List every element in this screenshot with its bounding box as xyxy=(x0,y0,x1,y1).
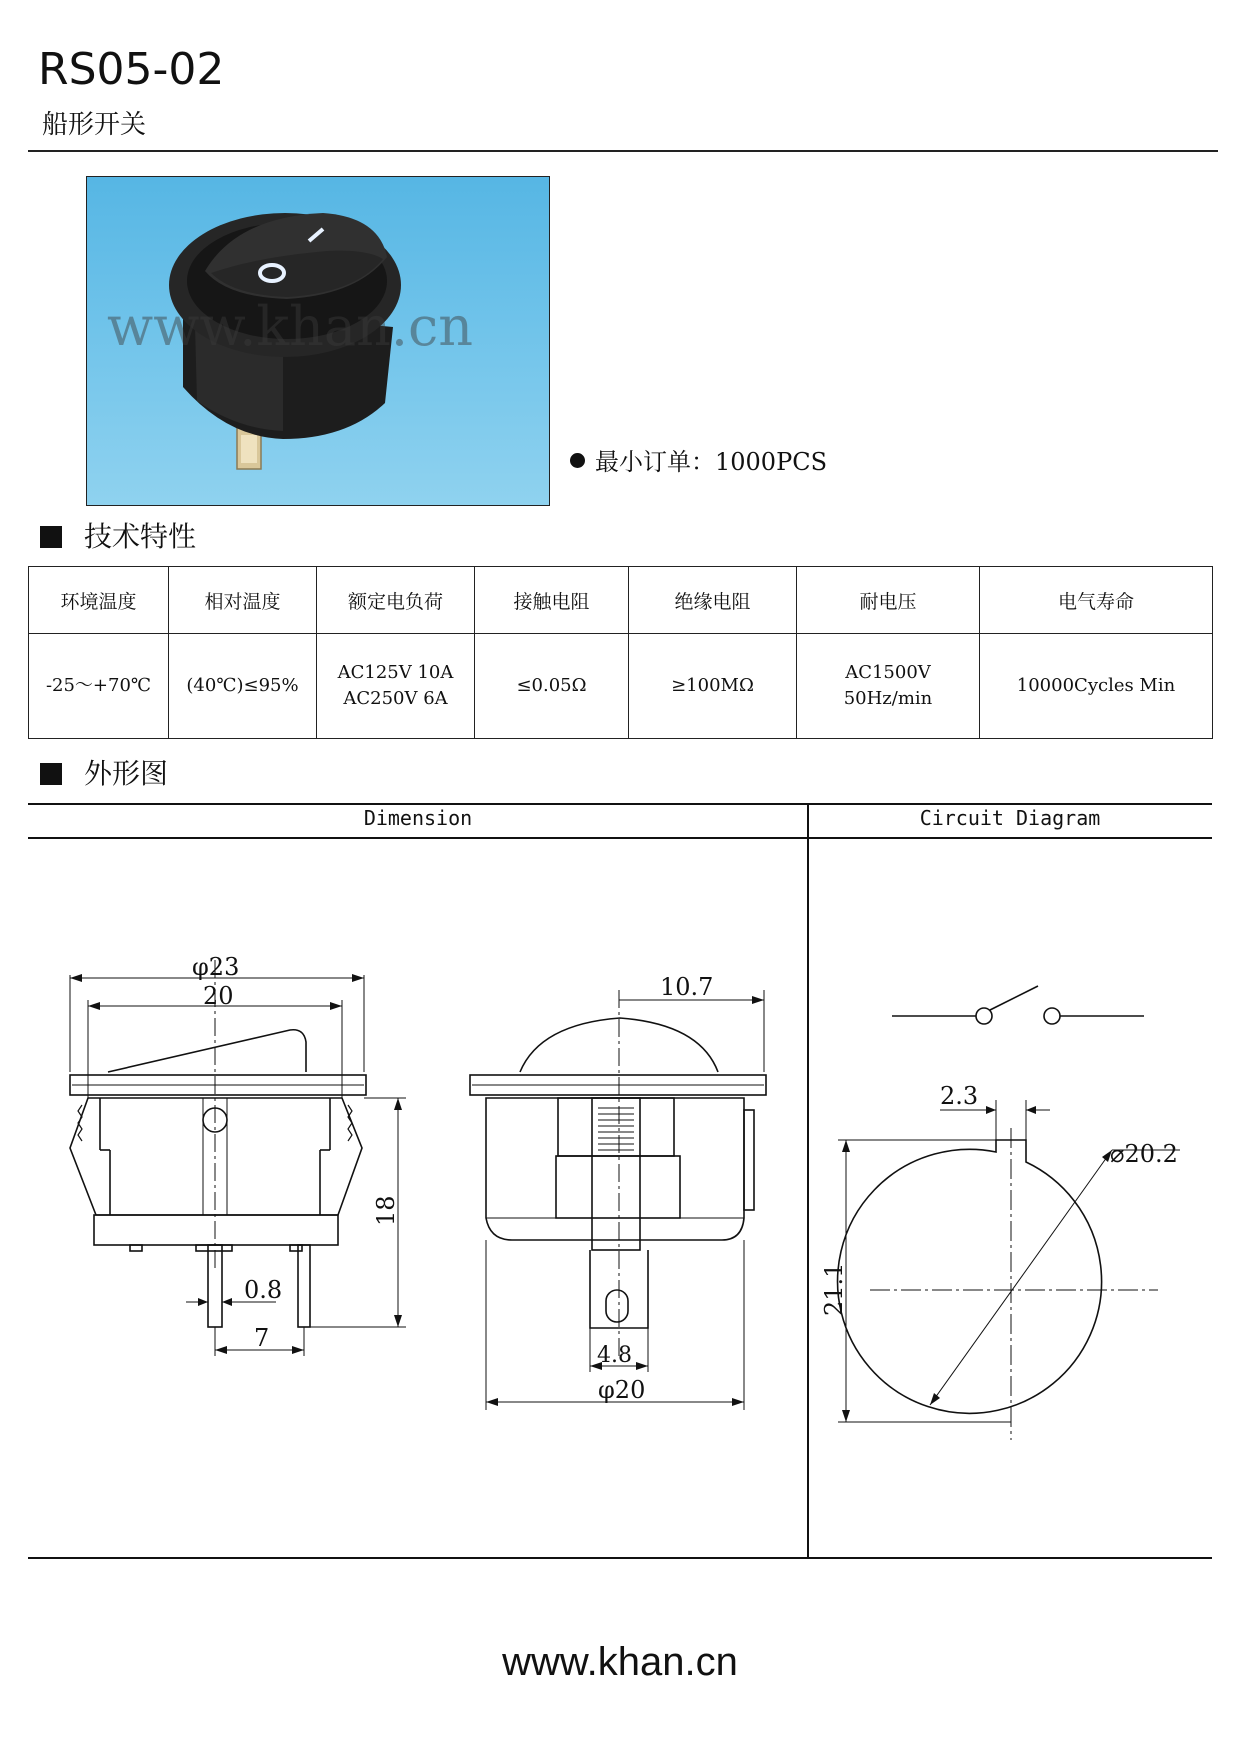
header-cell: 相对温度 xyxy=(169,567,317,634)
section-tech xyxy=(40,515,196,555)
value-cell xyxy=(169,634,317,739)
dim-panel-dia: ⌀20.2 xyxy=(1110,1140,1178,1168)
dim-width-20: 20 xyxy=(203,982,234,1010)
value-cell xyxy=(629,634,797,739)
value-line: 10000Cycles Min xyxy=(1016,675,1176,696)
value-line: ≥100MΩ xyxy=(671,675,754,696)
value-line: AC125V 10A xyxy=(337,662,454,683)
value-line: (40℃)≤95% xyxy=(186,675,299,696)
dim-height-18: 18 xyxy=(372,1195,400,1226)
product-subtitle: 船形开关 xyxy=(42,110,147,140)
spec-header-row xyxy=(29,567,1213,634)
header-cell: 电气寿命 xyxy=(980,567,1213,634)
value-line: 50Hz/min xyxy=(843,688,933,709)
dim-pin-width: 4.8 xyxy=(597,1343,632,1368)
dim-outer-dia: φ23 xyxy=(192,953,240,981)
dim-key-width: 2.3 xyxy=(940,1082,979,1110)
value-cell xyxy=(317,634,475,739)
header-cell: 绝缘电阻 xyxy=(629,567,797,634)
bullet-icon xyxy=(570,453,585,468)
outline-drawing xyxy=(28,802,1212,1560)
spec-value-row xyxy=(29,634,1213,739)
photo-watermark: www.khan.cn xyxy=(107,295,474,358)
square-bullet-icon xyxy=(40,763,62,785)
min-order-text: 最小订单：1000PCS xyxy=(595,448,828,476)
dim-depth: 10.7 xyxy=(660,973,714,1001)
spec-table xyxy=(28,566,1213,739)
section-outline-title: 外形图 xyxy=(84,757,169,790)
value-cell xyxy=(797,634,980,739)
rocker-switch-image xyxy=(87,177,549,505)
header-divider xyxy=(28,150,1218,152)
dimension-title: Dimension xyxy=(363,806,473,830)
square-bullet-icon xyxy=(40,526,62,548)
model-number: RS05-02 xyxy=(38,44,225,95)
value-cell xyxy=(475,634,629,739)
header-cell: 耐电压 xyxy=(797,567,980,634)
value-cell xyxy=(980,634,1213,739)
header-cell: 接触电阻 xyxy=(475,567,629,634)
value-line: AC250V 6A xyxy=(343,688,448,709)
dim-pin-pitch: 7 xyxy=(254,1324,270,1352)
circuit-title: Circuit Diagram xyxy=(919,806,1101,830)
section-outline xyxy=(40,752,168,792)
dim-panel-height: 21.1 xyxy=(820,1262,848,1316)
dim-pin-thickness: 0.8 xyxy=(244,1276,283,1304)
product-photo xyxy=(86,176,550,506)
footer-url[interactable]: www.khan.cn xyxy=(502,1640,738,1684)
section-tech-title: 技术特性 xyxy=(84,520,197,553)
side-view xyxy=(70,960,406,1356)
header-cell: 环境温度 xyxy=(29,567,169,634)
value-cell xyxy=(29,634,169,739)
value-line: -25～+70℃ xyxy=(45,675,152,696)
value-line: ≤0.05Ω xyxy=(516,675,587,696)
header-cell: 额定电负荷 xyxy=(317,567,475,634)
circuit-symbol xyxy=(892,986,1144,1024)
min-order xyxy=(570,442,827,477)
value-line: AC1500V xyxy=(845,662,931,683)
dim-base-dia: φ20 xyxy=(598,1376,646,1404)
